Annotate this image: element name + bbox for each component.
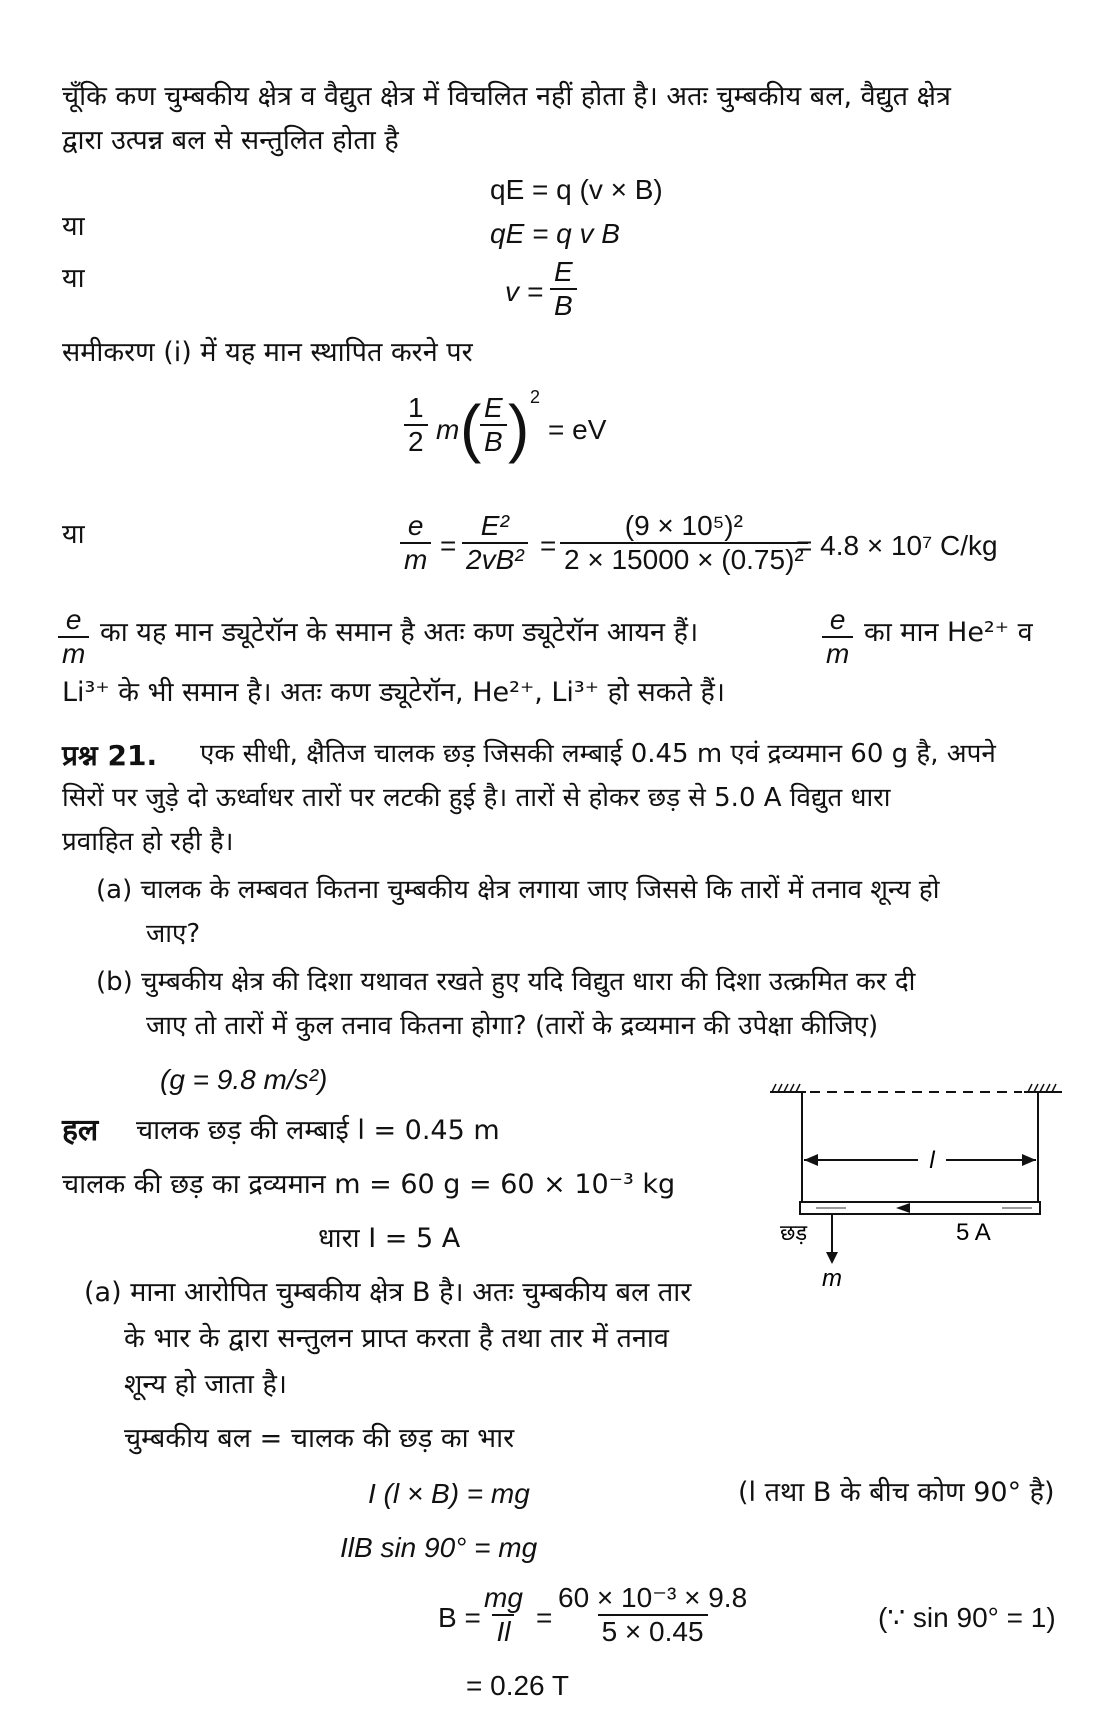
question-text: सिरों पर जुड़े दो ऊर्ध्वाधर तारों पर लटकी हुई है। तारों से होकर छड़ से 5.0 A विद्युत धारा [62,783,891,813]
exponent: 2 [530,387,541,407]
gravity-value: (g = 9.8 m/s²) [160,1064,328,1095]
denominator: m [400,542,431,576]
para-line: द्वारा उत्पन्न बल से सन्तुलित होता है [62,125,399,156]
equation-rhs: = eV [548,414,607,445]
equation-result: = 0.26 T [466,1670,570,1701]
fraction-numeric [554,1582,751,1648]
denominator: 2vB² [462,542,528,576]
arrowhead-right [1022,1154,1036,1166]
fraction-half [404,392,428,458]
equation: IlB sin 90° = mg [340,1532,538,1563]
conclusion-text: का मान He²⁺ व [864,617,1033,648]
equation-lhs: B = [438,1602,481,1633]
denominator: B [550,288,577,322]
ya-label: या [62,211,85,242]
question-part-b: जाए तो तारों में कुल तनाव कितना होगा? (तारों के द्रव्यमान की उपेक्षा कीजिए) [146,1011,879,1041]
question-text: एक सीधी, क्षैतिज चालक छड़ जिसकी लम्बाई 0.45 m एवं द्रव्यमान 60 g है, अपने [200,739,996,769]
mass-symbol: m [436,414,460,445]
numerator: 60 × 10⁻³ × 9.8 [558,1582,748,1613]
question-part-a: (a) चालक के लम्बवत कितना चुम्बकीय क्षेत्र लगाया जाए जिससे कि तारों में तनाव शून्य हो [96,875,940,905]
equation-result: = 4.8 × 10⁷ C/kg [796,530,998,561]
mass-label: m [822,1265,842,1292]
conclusion-text: Li³⁺ के भी समान है। अतः कण ड्यूटेरॉन, He²⁺, Li³⁺ हो सकते हैं। [62,677,726,708]
ya-label: या [62,263,85,294]
denominator: m [822,636,853,670]
numerator: E [554,256,573,287]
arrowhead-left [804,1154,818,1166]
equation-lhs: v = [505,276,544,307]
denominator: 2 [404,424,428,458]
question-part-a: जाए? [146,919,201,949]
rod-diagram [770,1080,1070,1300]
hatch-left [772,1084,800,1092]
solution-text: (a) माना आरोपित चुम्बकीय क्षेत्र B है। अतः चुम्बकीय बल तार [84,1277,692,1308]
ya-label: या [62,519,85,550]
fraction-e-over-b [480,392,507,458]
numerator: E [484,392,503,423]
solution-text: के भार के द्वारा सन्तुलन प्राप्त करता है तथा तार में तनाव [124,1323,669,1354]
equation-note: (l तथा B के बीच कोण 90° है) [738,1477,1055,1508]
question-text: प्रवाहित हो रही है। [62,827,234,857]
paren-open: ( [460,392,482,464]
para-line: चूँकि कण चुम्बकीय क्षेत्र व वैद्युत क्षेत्र में विचलित नहीं होता है। अतः चुम्बकीय बल, वैद्युत क्षेत्र [62,81,951,112]
equals-sign: = [540,530,557,561]
solution-text: धारा I = 5 A [318,1223,461,1254]
rod-label: छड़ [780,1221,808,1246]
question-part-b: (b) चुम्बकीय क्षेत्र की दिशा यथावत रखते हुए यदि विद्युत धारा की दिशा उत्क्रमित कर दी [96,967,916,997]
solution-text: चालक की छड़ का द्रव्यमान m = 60 g = 60 × 10⁻³ kg [62,1169,676,1200]
hatch-right [1028,1084,1056,1092]
numerator: (9 × 10⁵)² [624,510,743,541]
numerator: e [407,510,424,541]
sub-text: समीकरण (i) में यह मान स्थापित करने पर [62,337,473,368]
denominator: m [58,636,89,670]
equals-sign: = [536,1602,553,1633]
denominator: B [480,424,507,458]
equals-sign: = [440,530,457,561]
denominator: Il [492,1614,514,1648]
fraction-e-over-m [58,604,89,670]
question-label: प्रश्न 21. [62,739,158,772]
denominator: 5 × 0.45 [598,1614,708,1648]
solution-text: चुम्बकीय बल = चालक की छड़ का भार [124,1423,515,1454]
fraction-mg-over-il [480,1582,527,1648]
numerator: E² [480,510,509,541]
conclusion-text: का यह मान ड्यूटेरॉन के समान है अतः कण ड्यूटेरॉन आयन हैं। [100,617,699,648]
numerator: e [829,604,846,635]
solution-text: चालक छड़ की लम्बाई l = 0.45 m [136,1115,500,1146]
fraction-numeric [560,510,808,576]
fraction-e-over-m [400,510,431,576]
equation: qE = q (v × B) [490,174,663,205]
equation: I (l × B) = mg [368,1478,530,1509]
fraction-e-over-m [822,604,853,670]
equation: qE = q v B [490,218,620,249]
numerator: mg [484,1582,523,1613]
equation-note: (∵ sin 90° = 1) [878,1602,1056,1633]
fraction-e2-over-2vb2 [462,510,528,576]
denominator: 2 × 15000 × (0.75)² [560,542,808,576]
fraction-e-over-b [550,256,577,322]
length-label: l [929,1147,935,1174]
weight-arrowhead [826,1252,838,1264]
solution-label: हल [62,1113,99,1148]
solution-text: शून्य हो जाता है। [124,1369,288,1400]
paren-close: ) [508,392,530,464]
numerator: 1 [408,392,424,423]
numerator: e [65,604,82,635]
current-label: 5 A [956,1219,991,1246]
